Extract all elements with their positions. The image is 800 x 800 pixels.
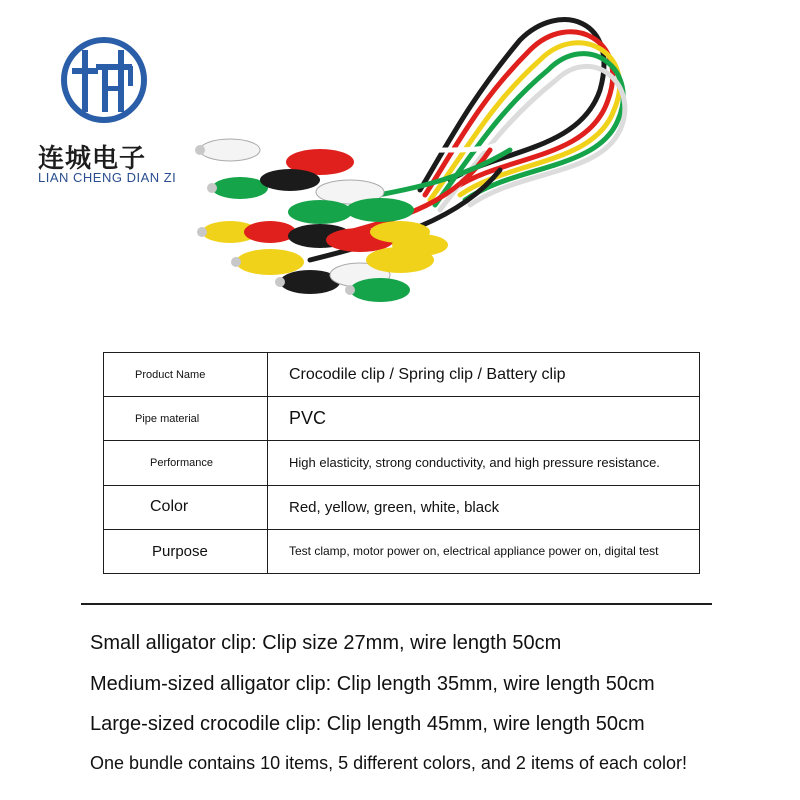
- spec-value: Crocodile clip / Spring clip / Battery clip: [268, 353, 700, 397]
- brand-logo: [30, 30, 190, 190]
- size-line-medium: Medium-sized alligator clip: Clip length 35mm, wire length 50cm: [90, 673, 655, 695]
- section-divider: [81, 603, 712, 605]
- bundle-note: One bundle contains 10 items, 5 different colors, and 2 items of each color!: [90, 753, 688, 773]
- logo-emblem-icon: [60, 36, 150, 131]
- brand-name-cn: 连城电子: [38, 144, 147, 174]
- spec-table: [103, 352, 700, 574]
- table-row: [104, 353, 700, 397]
- size-line-large: Large-sized crocodile clip: Clip length 45mm, wire length 50cm: [90, 713, 645, 735]
- spec-value: PVC: [268, 397, 700, 441]
- spec-value: Test clamp, motor power on, electrical appliance power on, digital test: [268, 529, 700, 573]
- spec-key: Purpose: [104, 529, 268, 573]
- brand-name-en: LIAN CHENG DIAN ZI: [38, 170, 177, 185]
- table-row: [104, 485, 700, 529]
- spec-key: Performance: [104, 441, 268, 485]
- spec-key: Color: [104, 485, 268, 529]
- spec-value: Red, yellow, green, white, black: [268, 485, 700, 529]
- table-row: [104, 529, 700, 573]
- size-line-small: Small alligator clip: Clip size 27mm, wire length 50cm: [90, 632, 562, 654]
- table-row: [104, 397, 700, 441]
- spec-key: Pipe material: [104, 397, 268, 441]
- table-row: [104, 441, 700, 485]
- spec-key: Product Name: [104, 353, 268, 397]
- spec-value: High elasticity, strong conductivity, and high pressure resistance.: [268, 441, 700, 485]
- alligator-clip-leads-photo: [170, 0, 650, 330]
